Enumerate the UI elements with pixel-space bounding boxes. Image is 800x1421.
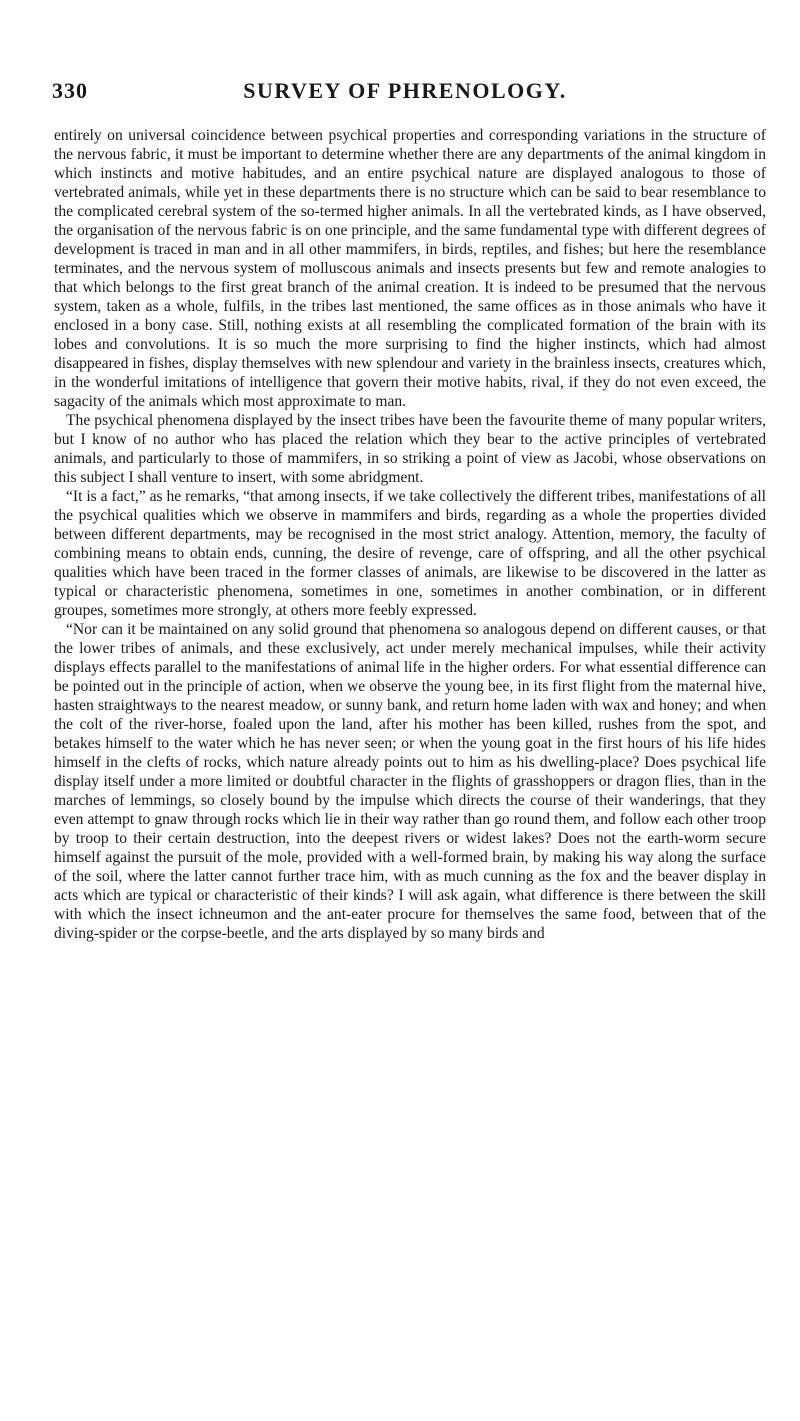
paragraph-quote-analogous: “Nor can it be maintained on any solid ground that phenomena so analogous depend on different causes, or that the lower tribes of animals, and these exclusively, act under merely mechanical impulses, while their activity displays effects parallel to the manifestations of animal life in the higher orders. For what essential difference can be pointed out in the principle of action, when we observe the young bee, in its first flight from the maternal hive, hasten straightways to the nearest meadow, or sunny bank, and return home laden with wax and honey; and when the colt of the river-horse, foaled upon the land, after his mother has been killed, rushes from the spot, and betakes himself to the water which he has never seen; or when the young goat in the first hours of his life hides himself in the clefts of rocks, which nature already points out to him as his dwelling-place? Does psychical life display itself under a more limited or doubtful character in the flights of grasshoppers or dragon flies, than in the marches of lemmings, so closely bound by the impulse which directs the course of their wanderings, that they even attempt to gnaw through rocks which lie in their way rather than go round them, and follow each other troop by troop to their certain destruction, into the deepest rivers or widest lakes? Does not the earth-worm secure himself against the pursuit of the mole, provided with a well-formed brain, by making his way along the surface of the soil, where the latter cannot further trace him, with as much cunning as the fox and the beaver display in acts which are typical or characteristic of their kinds? I will ask again, what difference is there between the skill with which the insect ichneumon and the ant-eater procure for themselves the same food, between that of the diving-spider or the corpse-beetle, and the arts displayed by so many birds and bbox=[54, 621, 766, 942]
body-text bbox=[54, 126, 766, 943]
paragraph-jacobi-intro: The psychical phenomena displayed by the insect tribes have been the favourite theme of many popular writers, but I know of no author who has placed the relation which they bear to the active principles of vertebrated animals, and particularly to those of mammifers, in so striking a point of view as Jacobi, whose observations on this subject I shall venture to insert, with some abridgment. bbox=[54, 412, 766, 486]
paragraph-continuation: entirely on universal coincidence between psychical properties and corresponding variations in the structure of the nervous fabric, it must be important to determine whether there are any departments of the animal kingdom in which instincts and motive habitudes, and an entire psychical nature are displayed analogous to those of vertebrated animals, while yet in these departments there is no structure which can be said to bear resemblance to the complicated cerebral system of the so-termed higher animals. In all the vertebrated kinds, as I have observed, the organisation of the nervous fabric is on one principle, and the same fundamental type with different degrees of development is traced in man and in all other mammifers, in birds, reptiles, and fishes; but here the resemblance terminates, and the nervous system of molluscous animals and insects presents but few and remote analogies to that which belongs to the first great branch of the animal creation. It is indeed to be presumed that the nervous system, taken as a whole, fulfils, in the tribes last mentioned, the same offices as in those animals who have it enclosed in a bony case. Still, nothing exists at all resembling the complicated formation of the brain with its lobes and convolutions. It is so much the more surprising to find the higher instincts, which had almost disappeared in fishes, display themselves with new splendour and variety in the brainless insects, creatures which, in the wonderful imitations of intelligence that govern their motive habits, rival, if they do not even exceed, the sagacity of the animals which most approximate to man. bbox=[54, 127, 766, 410]
running-head bbox=[52, 78, 758, 104]
running-title: SURVEY OF PHRENOLOGY. bbox=[243, 78, 567, 103]
paragraph-quote-insects: “It is a fact,” as he remarks, “that among insects, if we take collectively the different tribes, manifestations of all the psychical qualities which we observe in mammifers and birds, regarding as a whole the properties divided between different departments, may be recognised in the most strict analogy. Attention, memory, the faculty of combining means to obtain ends, cunning, the desire of revenge, care of offspring, and all the other psychical qualities which have been traced in the former classes of animals, are likewise to be discovered in the latter as typical or characteristic phenomena, sometimes in one, sometimes in another combination, or in different groupes, sometimes more strongly, at others more feebly expressed. bbox=[54, 488, 766, 619]
page-number: 330 bbox=[52, 78, 88, 103]
